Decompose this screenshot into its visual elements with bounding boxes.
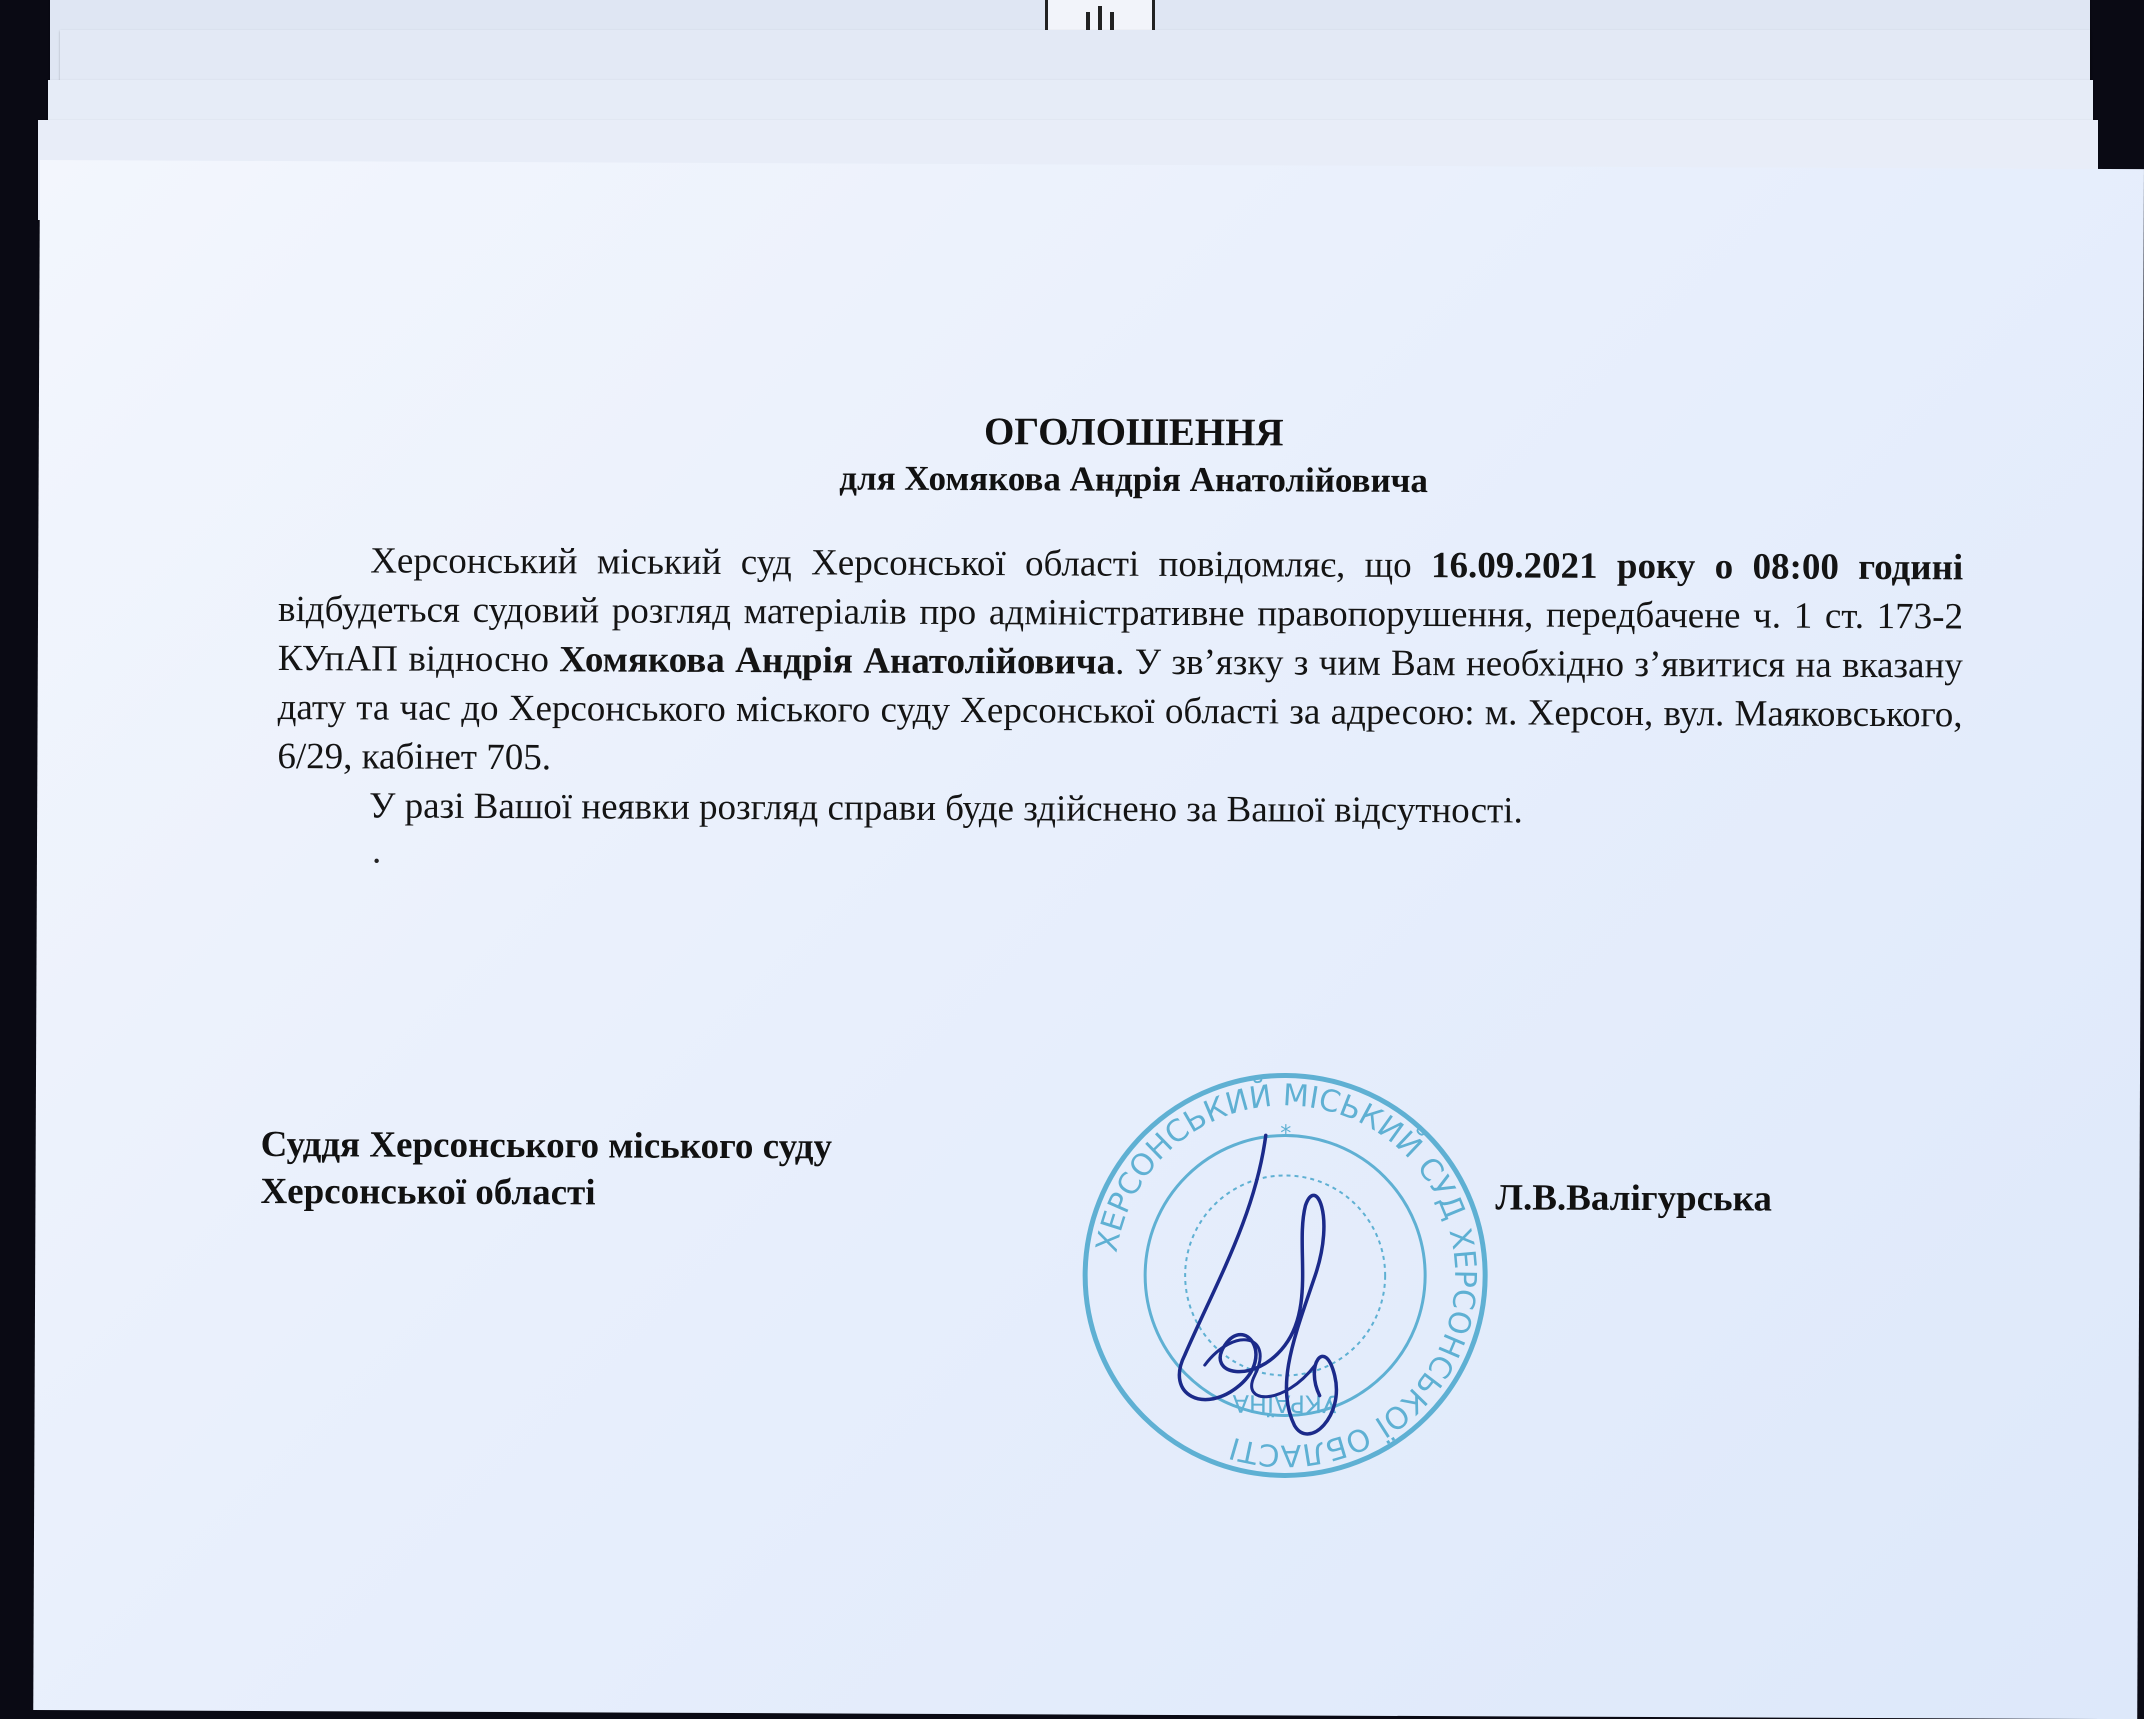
- svg-text:ХЕРСОНСЬКИЙ МІСЬКИЙ СУД ХЕРСОН: ХЕРСОНСЬКИЙ МІСЬКИЙ СУД ХЕРСОНСЬКОЇ ОБЛАСТІ: [1089, 1078, 1483, 1473]
- judge-position-line: Суддя Херсонського міського суду: [260, 1123, 833, 1168]
- notice-subtitle: для Хомякова Андрія Анатолійовича: [839, 458, 1428, 501]
- notice-text: . У зв’язку з чим Вам необхідно з’явитися на вказану дату та час до Херсонського міського суду Херсонської області за адресою: м. Херсон, вул. Маяковського, 6/29, кабінет 705.: [277, 641, 1963, 779]
- notice-text: Херсонський міський суд Херсонської області повідомляє, що: [370, 540, 1432, 587]
- judge-position: [260, 1121, 832, 1217]
- notice-body: [277, 536, 1963, 837]
- defendant-name: Хомякова Андрія Анатолійовича: [559, 639, 1116, 683]
- notice-text: відбудеться судовий розгляд матеріалів про адміністративне правопорушення, передбачене ч. 1 ст. 173-2 КУпАП відносно: [277, 589, 1964, 681]
- svg-text:УКРАЇНА: УКРАЇНА: [1232, 1389, 1337, 1418]
- notice-paragraph-2: У разі Вашої неявки розгляд справи буде здійснено за Вашої відсутності.: [369, 785, 1523, 832]
- notice-paragraph-1: [277, 536, 1963, 788]
- hearing-date: 16.09.2021 року о 08:00 годині: [1430, 545, 1964, 589]
- stray-dot: .: [371, 830, 382, 872]
- judge-name: Л.В.Валігурська: [1495, 1177, 1772, 1220]
- judge-position-line: Херсонської області: [260, 1170, 596, 1214]
- svg-text:*: *: [1280, 1121, 1292, 1147]
- notice-title: ОГОЛОШЕННЯ: [983, 410, 1284, 455]
- handwritten-signature: [1144, 1125, 1405, 1456]
- notice-page: [33, 160, 2144, 1719]
